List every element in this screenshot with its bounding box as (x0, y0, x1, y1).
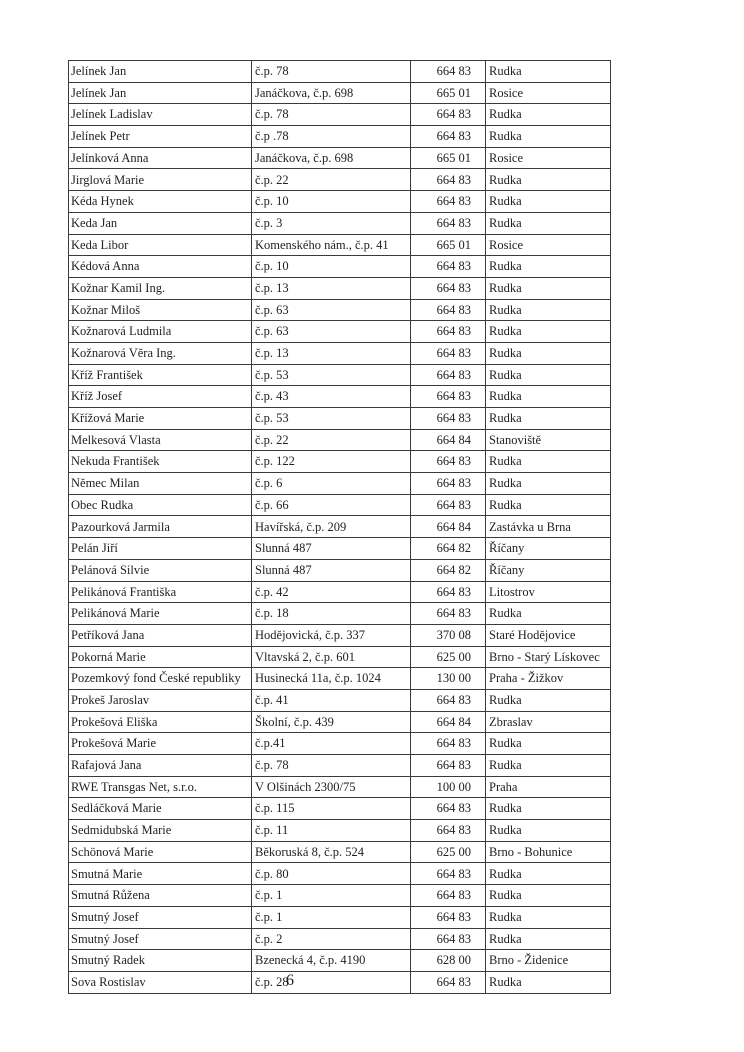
postal-code-cell: 664 83 (411, 321, 486, 343)
table-row (69, 299, 611, 321)
street-address-cell: č.p. 53 (252, 364, 411, 386)
street-address-cell: č.p. 42 (252, 581, 411, 603)
owner-name-cell: Smutný Josef (69, 928, 252, 950)
street-address-cell: č.p. 63 (252, 299, 411, 321)
owner-name-cell: Smutná Růžena (69, 885, 252, 907)
owner-name-cell: Jelínek Petr (69, 126, 252, 148)
street-address-cell: č.p. 41 (252, 689, 411, 711)
street-address-cell: Běkoruská 8, č.p. 524 (252, 841, 411, 863)
street-address-cell: č.p. 22 (252, 169, 411, 191)
owner-name-cell: Sedláčková Marie (69, 798, 252, 820)
postal-code-cell: 664 83 (411, 798, 486, 820)
street-address-cell: č.p. 78 (252, 61, 411, 83)
table-row (69, 147, 611, 169)
street-address-cell: č.p. 63 (252, 321, 411, 343)
owner-name-cell: Nekuda František (69, 451, 252, 473)
owner-name-cell: Keda Libor (69, 234, 252, 256)
table-row (69, 256, 611, 278)
postal-code-cell: 664 83 (411, 820, 486, 842)
owner-name-cell: Jelínek Jan (69, 82, 252, 104)
city-cell: Zbraslav (486, 711, 611, 733)
table-body (69, 61, 611, 994)
owner-name-cell: Kožnarová Ludmila (69, 321, 252, 343)
city-cell: Rosice (486, 82, 611, 104)
city-cell: Stanoviště (486, 429, 611, 451)
table-row (69, 581, 611, 603)
street-address-cell: č.p. 3 (252, 212, 411, 234)
owner-name-cell: Smutný Josef (69, 906, 252, 928)
street-address-cell: č.p. 1 (252, 885, 411, 907)
postal-code-cell: 625 00 (411, 841, 486, 863)
street-address-cell: Janáčkova, č.p. 698 (252, 147, 411, 169)
city-cell: Rudka (486, 473, 611, 495)
owner-name-cell: Kožnar Miloš (69, 299, 252, 321)
table-row (69, 234, 611, 256)
owner-name-cell: Kříž František (69, 364, 252, 386)
street-address-cell: č.p. 78 (252, 755, 411, 777)
city-cell: Rudka (486, 61, 611, 83)
table-row (69, 841, 611, 863)
postal-code-cell: 664 83 (411, 342, 486, 364)
street-address-cell: č.p .78 (252, 126, 411, 148)
postal-code-cell: 664 83 (411, 863, 486, 885)
owner-name-cell: Kéda Hynek (69, 191, 252, 213)
street-address-cell: Husinecká 11a, č.p. 1024 (252, 668, 411, 690)
table-row (69, 646, 611, 668)
city-cell: Rudka (486, 386, 611, 408)
table-row (69, 906, 611, 928)
city-cell: Říčany (486, 559, 611, 581)
postal-code-cell: 130 00 (411, 668, 486, 690)
owner-name-cell: Kožnarová Věra Ing. (69, 342, 252, 364)
page-number: 6 (286, 972, 294, 989)
street-address-cell: č.p. 53 (252, 408, 411, 430)
owner-name-cell: Kédová Anna (69, 256, 252, 278)
owner-name-cell: Jelínek Jan (69, 61, 252, 83)
city-cell: Brno - Starý Lískovec (486, 646, 611, 668)
table-row (69, 820, 611, 842)
street-address-cell: č.p. 18 (252, 603, 411, 625)
table-row (69, 212, 611, 234)
postal-code-cell: 664 83 (411, 689, 486, 711)
owner-name-cell: Melkesová Vlasta (69, 429, 252, 451)
table-row (69, 950, 611, 972)
postal-code-cell: 665 01 (411, 147, 486, 169)
table-row (69, 516, 611, 538)
postal-code-cell: 665 01 (411, 234, 486, 256)
table-row (69, 61, 611, 83)
city-cell: Rudka (486, 256, 611, 278)
table-row (69, 798, 611, 820)
postal-code-cell: 664 84 (411, 711, 486, 733)
table-row (69, 733, 611, 755)
table-row (69, 126, 611, 148)
city-cell: Brno - Bohunice (486, 841, 611, 863)
owner-name-cell: Pozemkový fond České republiky (69, 668, 252, 690)
table-row (69, 408, 611, 430)
table-row (69, 624, 611, 646)
postal-code-cell: 664 83 (411, 386, 486, 408)
owner-name-cell: Jirglová Marie (69, 169, 252, 191)
street-address-cell: č.p. 13 (252, 277, 411, 299)
table-row (69, 386, 611, 408)
owner-name-cell: Schönová Marie (69, 841, 252, 863)
city-cell: Rosice (486, 147, 611, 169)
table-row (69, 494, 611, 516)
table-row (69, 473, 611, 495)
table-row (69, 711, 611, 733)
postal-code-cell: 664 83 (411, 212, 486, 234)
postal-code-cell: 664 83 (411, 451, 486, 473)
table-row (69, 603, 611, 625)
owner-name-cell: Kříž Josef (69, 386, 252, 408)
city-cell: Rudka (486, 126, 611, 148)
postal-code-cell: 664 83 (411, 928, 486, 950)
postal-code-cell: 665 01 (411, 82, 486, 104)
street-address-cell: č.p. 22 (252, 429, 411, 451)
owner-name-cell: Smutná Marie (69, 863, 252, 885)
city-cell: Rudka (486, 104, 611, 126)
city-cell: Rudka (486, 321, 611, 343)
city-cell: Rudka (486, 971, 611, 993)
postal-code-cell: 664 83 (411, 169, 486, 191)
postal-code-cell: 664 82 (411, 538, 486, 560)
postal-code-cell: 664 82 (411, 559, 486, 581)
postal-code-cell: 664 83 (411, 603, 486, 625)
street-address-cell: Janáčkova, č.p. 698 (252, 82, 411, 104)
table-row (69, 429, 611, 451)
owner-name-cell: Petříková Jana (69, 624, 252, 646)
city-cell: Rudka (486, 755, 611, 777)
postal-code-cell: 664 83 (411, 408, 486, 430)
owner-name-cell: Sedmidubská Marie (69, 820, 252, 842)
postal-code-cell: 664 83 (411, 906, 486, 928)
postal-code-cell: 664 83 (411, 256, 486, 278)
owner-name-cell: Pelikánová Marie (69, 603, 252, 625)
postal-code-cell: 664 83 (411, 755, 486, 777)
city-cell: Rudka (486, 689, 611, 711)
table-row (69, 755, 611, 777)
table-row (69, 191, 611, 213)
table-row (69, 928, 611, 950)
city-cell: Rudka (486, 191, 611, 213)
postal-code-cell: 664 83 (411, 126, 486, 148)
street-address-cell: Slunná 487 (252, 559, 411, 581)
city-cell: Rudka (486, 494, 611, 516)
postal-code-cell: 664 83 (411, 191, 486, 213)
owner-name-cell: Prokešová Eliška (69, 711, 252, 733)
city-cell: Litostrov (486, 581, 611, 603)
street-address-cell: č.p. 115 (252, 798, 411, 820)
owner-name-cell: Rafajová Jana (69, 755, 252, 777)
city-cell: Rudka (486, 820, 611, 842)
postal-code-cell: 664 84 (411, 516, 486, 538)
city-cell: Rudka (486, 906, 611, 928)
street-address-cell: Slunná 487 (252, 538, 411, 560)
city-cell: Rudka (486, 299, 611, 321)
table-row (69, 342, 611, 364)
postal-code-cell: 664 83 (411, 473, 486, 495)
table-row (69, 689, 611, 711)
owners-address-table (68, 60, 611, 994)
owner-name-cell: Pelán Jiří (69, 538, 252, 560)
city-cell: Praha - Žižkov (486, 668, 611, 690)
street-address-cell: Školní, č.p. 439 (252, 711, 411, 733)
city-cell: Zastávka u Brna (486, 516, 611, 538)
street-address-cell: č.p. 10 (252, 191, 411, 213)
postal-code-cell: 664 83 (411, 299, 486, 321)
table-row (69, 82, 611, 104)
table-row (69, 863, 611, 885)
city-cell: Rudka (486, 928, 611, 950)
street-address-cell: č.p.41 (252, 733, 411, 755)
street-address-cell: Bzenecká 4, č.p. 4190 (252, 950, 411, 972)
postal-code-cell: 628 00 (411, 950, 486, 972)
owner-name-cell: Pelikánová Františka (69, 581, 252, 603)
owner-name-cell: Jelínek Ladislav (69, 104, 252, 126)
owner-name-cell: Jelínková Anna (69, 147, 252, 169)
street-address-cell: č.p. 2 (252, 928, 411, 950)
owner-name-cell: Prokešová Marie (69, 733, 252, 755)
table-row (69, 538, 611, 560)
street-address-cell: č.p. 1 (252, 906, 411, 928)
owner-name-cell: Němec Milan (69, 473, 252, 495)
postal-code-cell: 100 00 (411, 776, 486, 798)
postal-code-cell: 664 83 (411, 494, 486, 516)
postal-code-cell: 664 83 (411, 733, 486, 755)
table-row (69, 776, 611, 798)
street-address-cell: č.p. 80 (252, 863, 411, 885)
city-cell: Rudka (486, 342, 611, 364)
street-address-cell: č.p. 43 (252, 386, 411, 408)
table-row (69, 451, 611, 473)
city-cell: Rudka (486, 277, 611, 299)
owner-name-cell: Obec Rudka (69, 494, 252, 516)
street-address-cell: č.p. 13 (252, 342, 411, 364)
city-cell: Rudka (486, 733, 611, 755)
city-cell: Brno - Židenice (486, 950, 611, 972)
street-address-cell: č.p. 11 (252, 820, 411, 842)
table-row (69, 364, 611, 386)
street-address-cell: č.p. 78 (252, 104, 411, 126)
city-cell: Rudka (486, 603, 611, 625)
table-row (69, 321, 611, 343)
city-cell: Rudka (486, 863, 611, 885)
postal-code-cell: 664 83 (411, 971, 486, 993)
table-row (69, 104, 611, 126)
postal-code-cell: 664 83 (411, 277, 486, 299)
street-address-cell: Havířská, č.p. 209 (252, 516, 411, 538)
city-cell: Rudka (486, 451, 611, 473)
city-cell: Rudka (486, 169, 611, 191)
postal-code-cell: 664 83 (411, 364, 486, 386)
city-cell: Praha (486, 776, 611, 798)
postal-code-cell: 625 00 (411, 646, 486, 668)
table-row (69, 277, 611, 299)
street-address-cell: č.p. 6 (252, 473, 411, 495)
city-cell: Rosice (486, 234, 611, 256)
owner-name-cell: Pazourková Jarmila (69, 516, 252, 538)
street-address-cell: č.p. 66 (252, 494, 411, 516)
postal-code-cell: 370 08 (411, 624, 486, 646)
city-cell: Rudka (486, 408, 611, 430)
table-row (69, 885, 611, 907)
postal-code-cell: 664 83 (411, 61, 486, 83)
postal-code-cell: 664 84 (411, 429, 486, 451)
city-cell: Staré Hodějovice (486, 624, 611, 646)
street-address-cell: Komenského nám., č.p. 41 (252, 234, 411, 256)
city-cell: Rudka (486, 212, 611, 234)
postal-code-cell: 664 83 (411, 885, 486, 907)
owner-name-cell: Křížová Marie (69, 408, 252, 430)
city-cell: Rudka (486, 364, 611, 386)
owner-name-cell: Sova Rostislav (69, 971, 252, 993)
owner-name-cell: Smutný Radek (69, 950, 252, 972)
street-address-cell: Hodějovická, č.p. 337 (252, 624, 411, 646)
owner-name-cell: Prokeš Jaroslav (69, 689, 252, 711)
table-row (69, 559, 611, 581)
table-row (69, 668, 611, 690)
table-row (69, 169, 611, 191)
street-address-cell: V Olšinách 2300/75 (252, 776, 411, 798)
city-cell: Rudka (486, 798, 611, 820)
owner-name-cell: RWE Transgas Net, s.r.o. (69, 776, 252, 798)
postal-code-cell: 664 83 (411, 581, 486, 603)
owner-name-cell: Keda Jan (69, 212, 252, 234)
city-cell: Říčany (486, 538, 611, 560)
owner-name-cell: Kožnar Kamil Ing. (69, 277, 252, 299)
street-address-cell: č.p. 10 (252, 256, 411, 278)
city-cell: Rudka (486, 885, 611, 907)
street-address-cell: č.p. 28 (252, 971, 411, 993)
postal-code-cell: 664 83 (411, 104, 486, 126)
street-address-cell: Vltavská 2, č.p. 601 (252, 646, 411, 668)
owner-name-cell: Pokorná Marie (69, 646, 252, 668)
street-address-cell: č.p. 122 (252, 451, 411, 473)
owner-name-cell: Pelánová Silvie (69, 559, 252, 581)
